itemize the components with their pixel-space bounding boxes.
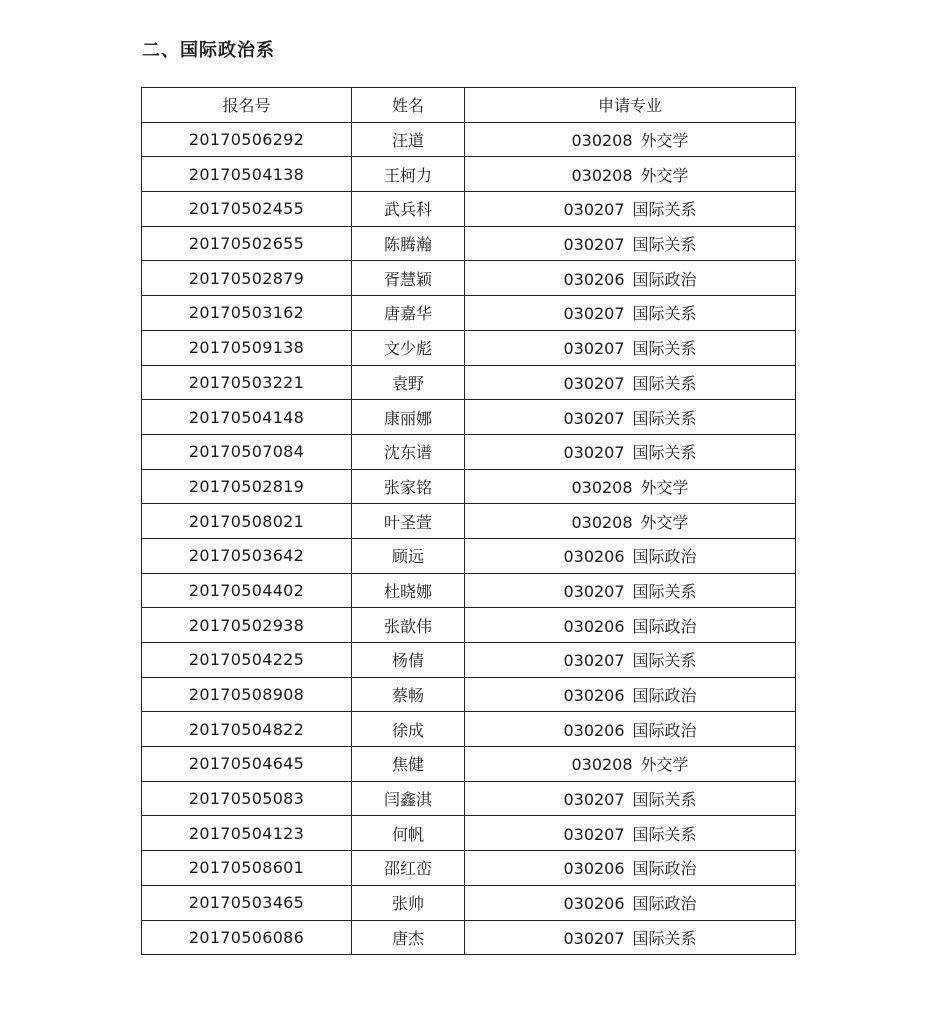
major-cell	[465, 192, 796, 227]
major-name: 国际关系	[632, 373, 697, 393]
major-code: 030206	[563, 616, 625, 636]
student-name-cell: 焦健	[352, 747, 465, 782]
major-code: 030208	[571, 755, 633, 775]
registration-number-cell: 20170502455	[142, 192, 352, 227]
major-name: 外交学	[640, 131, 689, 151]
major-code: 030207	[563, 928, 625, 948]
student-name-cell: 唐嘉华	[352, 296, 465, 331]
student-name-cell: 康丽娜	[352, 400, 465, 435]
student-name-cell: 徐成	[352, 712, 465, 747]
table-row	[142, 747, 796, 782]
table-row	[142, 330, 796, 365]
registration-number-cell: 20170502879	[142, 261, 352, 296]
student-name-cell: 陈腾瀚	[352, 226, 465, 261]
major-name: 国际关系	[632, 443, 697, 463]
table-row	[142, 816, 796, 851]
major-code: 030208	[571, 165, 633, 185]
major-code: 030206	[563, 859, 625, 879]
major-name: 国际关系	[632, 304, 697, 324]
major-cell	[465, 330, 796, 365]
student-name-cell: 武兵科	[352, 192, 465, 227]
major-name: 国际政治	[632, 859, 697, 879]
table-row	[142, 851, 796, 886]
major-name: 国际关系	[632, 200, 697, 220]
major-name: 国际关系	[632, 408, 697, 428]
registration-number-cell: 20170506086	[142, 920, 352, 955]
student-name-cell: 张帅	[352, 885, 465, 920]
student-name-cell: 顾远	[352, 538, 465, 573]
major-cell	[465, 122, 796, 157]
registration-number-cell: 20170502655	[142, 226, 352, 261]
student-name-cell: 闫鑫淇	[352, 781, 465, 816]
major-cell	[465, 851, 796, 886]
student-name-cell: 袁野	[352, 365, 465, 400]
student-name-cell: 胥慧颖	[352, 261, 465, 296]
table-header-row	[142, 88, 796, 123]
table-row	[142, 192, 796, 227]
student-name-cell: 叶圣萱	[352, 504, 465, 539]
registration-number-cell: 20170504645	[142, 747, 352, 782]
major-code: 030207	[563, 235, 625, 255]
table-row	[142, 226, 796, 261]
major-code: 030207	[563, 373, 625, 393]
registration-number-cell: 20170507084	[142, 434, 352, 469]
registration-number-cell: 20170504225	[142, 643, 352, 678]
major-code: 030207	[563, 443, 625, 463]
major-name: 国际关系	[632, 339, 697, 359]
major-cell	[465, 573, 796, 608]
major-code: 030208	[571, 477, 633, 497]
major-cell	[465, 365, 796, 400]
registration-number-cell: 20170504123	[142, 816, 352, 851]
student-name-cell: 杨倩	[352, 643, 465, 678]
major-code: 030207	[563, 339, 625, 359]
registration-number-cell: 20170506292	[142, 122, 352, 157]
registration-number-cell: 20170505083	[142, 781, 352, 816]
major-cell	[465, 400, 796, 435]
major-cell	[465, 781, 796, 816]
table-row	[142, 538, 796, 573]
major-code: 030207	[563, 408, 625, 428]
registration-number-cell: 20170504148	[142, 400, 352, 435]
major-cell	[465, 816, 796, 851]
table-row	[142, 781, 796, 816]
column-header-name: 姓名	[352, 88, 465, 123]
registration-number-cell: 20170503221	[142, 365, 352, 400]
major-cell	[465, 643, 796, 678]
table-row	[142, 885, 796, 920]
major-cell	[465, 538, 796, 573]
registration-number-cell: 20170509138	[142, 330, 352, 365]
major-name: 国际政治	[632, 686, 697, 706]
major-cell	[465, 712, 796, 747]
major-cell	[465, 677, 796, 712]
major-cell	[465, 608, 796, 643]
table-row	[142, 643, 796, 678]
registration-number-cell: 20170503642	[142, 538, 352, 573]
table-row	[142, 296, 796, 331]
major-name: 外交学	[640, 165, 689, 185]
table-row	[142, 920, 796, 955]
student-name-cell: 沈东谱	[352, 434, 465, 469]
student-name-cell: 杜晓娜	[352, 573, 465, 608]
table-row	[142, 677, 796, 712]
table-row	[142, 261, 796, 296]
table-body	[142, 122, 796, 955]
student-name-cell: 唐杰	[352, 920, 465, 955]
major-code: 030207	[563, 651, 625, 671]
registration-number-cell: 20170504138	[142, 157, 352, 192]
table-row	[142, 573, 796, 608]
table-row	[142, 608, 796, 643]
registration-number-cell: 20170502819	[142, 469, 352, 504]
major-name: 国际关系	[632, 824, 697, 844]
table-row	[142, 157, 796, 192]
student-name-cell: 文少彪	[352, 330, 465, 365]
major-code: 030208	[571, 512, 633, 532]
major-cell	[465, 157, 796, 192]
registration-number-cell: 20170508021	[142, 504, 352, 539]
table-row	[142, 504, 796, 539]
column-header-major: 申请专业	[465, 88, 796, 123]
major-cell	[465, 885, 796, 920]
major-cell	[465, 226, 796, 261]
major-name: 外交学	[640, 512, 689, 532]
student-name-cell: 王柯力	[352, 157, 465, 192]
major-name: 外交学	[640, 477, 689, 497]
registration-number-cell: 20170504822	[142, 712, 352, 747]
major-cell	[465, 261, 796, 296]
major-name: 国际政治	[632, 894, 697, 914]
major-code: 030206	[563, 720, 625, 740]
major-name: 国际政治	[632, 269, 697, 289]
major-code: 030207	[563, 304, 625, 324]
major-name: 国际关系	[632, 235, 697, 255]
registration-number-cell: 20170504402	[142, 573, 352, 608]
table-row	[142, 712, 796, 747]
admission-table	[141, 87, 796, 955]
registration-number-cell: 20170503465	[142, 885, 352, 920]
student-name-cell: 何帆	[352, 816, 465, 851]
major-name: 国际关系	[632, 651, 697, 671]
major-cell	[465, 434, 796, 469]
major-cell	[465, 296, 796, 331]
major-code: 030207	[563, 200, 625, 220]
table-row	[142, 434, 796, 469]
major-cell	[465, 747, 796, 782]
column-header-id: 报名号	[142, 88, 352, 123]
registration-number-cell: 20170508908	[142, 677, 352, 712]
major-cell	[465, 920, 796, 955]
student-name-cell: 汪道	[352, 122, 465, 157]
major-code: 030206	[563, 686, 625, 706]
table-row	[142, 469, 796, 504]
student-name-cell: 张歆伟	[352, 608, 465, 643]
registration-number-cell: 20170502938	[142, 608, 352, 643]
major-cell	[465, 504, 796, 539]
student-name-cell: 蔡畅	[352, 677, 465, 712]
registration-number-cell: 20170508601	[142, 851, 352, 886]
major-code: 030208	[571, 131, 633, 151]
major-code: 030207	[563, 581, 625, 601]
major-name: 国际政治	[632, 616, 697, 636]
student-name-cell: 邵红峦	[352, 851, 465, 886]
section-heading: 二、国际政治系	[142, 40, 275, 61]
table-row	[142, 122, 796, 157]
table-row	[142, 400, 796, 435]
major-code: 030207	[563, 790, 625, 810]
major-code: 030206	[563, 547, 625, 567]
major-cell	[465, 469, 796, 504]
major-name: 国际关系	[632, 790, 697, 810]
major-name: 国际关系	[632, 581, 697, 601]
registration-number-cell: 20170503162	[142, 296, 352, 331]
table-row	[142, 365, 796, 400]
major-name: 国际政治	[632, 720, 697, 740]
major-code: 030206	[563, 894, 625, 914]
student-name-cell: 张家铭	[352, 469, 465, 504]
major-name: 国际关系	[632, 928, 697, 948]
major-name: 外交学	[640, 755, 689, 775]
major-code: 030206	[563, 269, 625, 289]
major-name: 国际政治	[632, 547, 697, 567]
major-code: 030207	[563, 824, 625, 844]
